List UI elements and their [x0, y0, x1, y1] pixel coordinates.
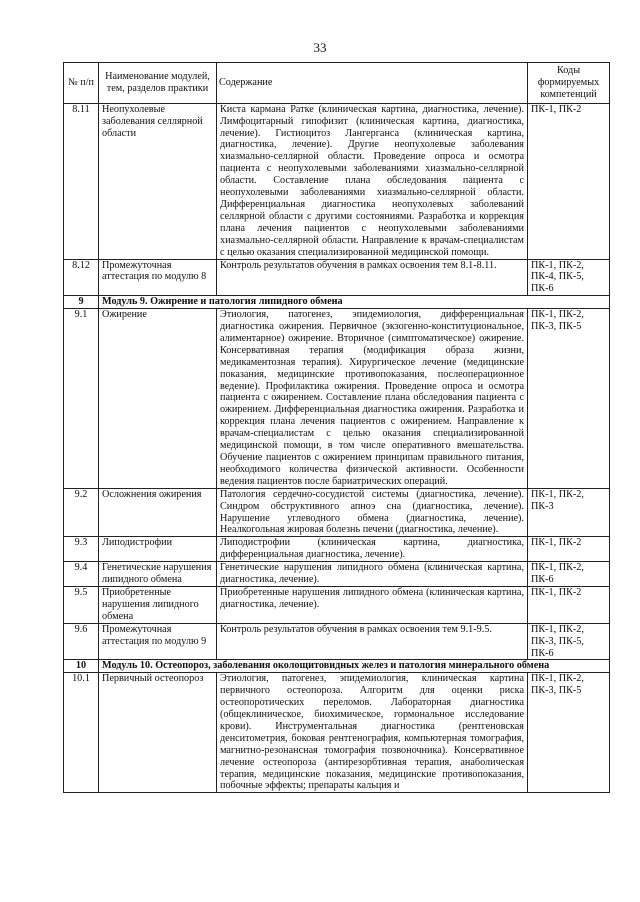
row-name: Приобретенные нарушения липидного обмена [99, 586, 217, 623]
table-row [64, 586, 610, 623]
row-content: Киста кармана Ратке (клиническая картина, диагностика, лечение). Лимфоцитарный гипофизит (клиническая картина, диагностика, лечение). Гистиоцитоз Лангерганса (клиническая картина, диагностика, лечение). Другие неопухолевые заболевания хиазмально-селлярной области. Проведение опроса и осмотра пациента с неопухолевыми заболеваниями хиазмально-селлярной области. Составление плана обследования пациента с неопухолевыми заболеваниями хиазмально-селлярной области. Дифференциальная диагностика неопухолевых заболеваний селлярной области с другими состояниями. Разработка и коррекция плана лечения пациентов с неопухолевыми заболеваниями хиазмально-селлярной области. Направление к врачам-специалистам с целью оказания специализированной медицинской помощи. [217, 103, 528, 259]
row-codes: ПК-1, ПК-2, ПК-6 [528, 562, 610, 587]
row-name: Промежуточная аттестация по модулю 9 [99, 623, 217, 660]
header-num: № п/п [64, 63, 99, 104]
row-num: 9.6 [64, 623, 99, 660]
page-number: 33 [313, 40, 327, 55]
header-content: Содержание [217, 63, 528, 104]
row-num: 9.3 [64, 537, 99, 562]
row-codes: ПК-1, ПК-2, ПК-3, ПК-5 [528, 309, 610, 489]
row-name: Ожирение [99, 309, 217, 489]
table-row [64, 673, 610, 793]
row-name: Первичный остеопороз [99, 673, 217, 793]
header-name: Наименование модулей, тем, разделов практики [99, 63, 217, 104]
row-num: 9.4 [64, 562, 99, 587]
row-content: Приобретенные нарушения липидного обмена (клиническая картина, диагностика, лечение). [217, 586, 528, 623]
module-row [64, 296, 610, 309]
row-num: 9.5 [64, 586, 99, 623]
row-num: 10.1 [64, 673, 99, 793]
row-codes: ПК-1, ПК-2 [528, 586, 610, 623]
row-codes: ПК-1, ПК-2, ПК-3, ПК-5, ПК-6 [528, 623, 610, 660]
header-codes: Коды формируемых компетенций [528, 63, 610, 104]
row-num: 9.1 [64, 309, 99, 489]
module-row [64, 660, 610, 673]
table-header [64, 63, 610, 104]
module-num: 10 [64, 660, 99, 673]
row-num: 8.11 [64, 103, 99, 259]
row-content: Контроль результатов обучения в рамках освоения тем 9.1-9.5. [217, 623, 528, 660]
row-codes: ПК-1, ПК-2, ПК-3 [528, 488, 610, 537]
row-content: Патология сердечно-сосудистой системы (диагностика, лечение). Синдром обструктивного апноэ сна (диагностика, лечение). Нарушение углеводного обмена (диагностика, лечение). Неалкогольная жировая болезнь печени (диагностика, лечение). [217, 488, 528, 537]
table-row [64, 103, 610, 259]
module-title: Модуль 10. Остеопороз, заболевания околощитовидных желез и патология минерального обмена [99, 660, 610, 673]
row-num: 9.2 [64, 488, 99, 537]
row-content: Генетические нарушения липидного обмена (клиническая картина, диагностика, лечение). [217, 562, 528, 587]
row-content: Контроль результатов обучения в рамках освоения тем 8.1-8.11. [217, 259, 528, 296]
table-row [64, 488, 610, 537]
row-name: Осложнения ожирения [99, 488, 217, 537]
module-num: 9 [64, 296, 99, 309]
table-row [64, 259, 610, 296]
table-row [64, 562, 610, 587]
row-num: 8.12 [64, 259, 99, 296]
module-title: Модуль 9. Ожирение и патология липидного обмена [99, 296, 610, 309]
row-name: Неопухолевые заболевания селлярной области [99, 103, 217, 259]
table-row [64, 309, 610, 489]
table-row [64, 537, 610, 562]
row-name: Генетические нарушения липидного обмена [99, 562, 217, 587]
row-codes: ПК-1, ПК-2, ПК-4, ПК-5, ПК-6 [528, 259, 610, 296]
row-codes: ПК-1, ПК-2, ПК-3, ПК-5 [528, 673, 610, 793]
row-content: Липодистрофии (клиническая картина, диагностика, дифференциальная диагностика, лечение). [217, 537, 528, 562]
row-content: Этиология, патогенез, эпидемиология, клиническая картина первичного остеопороза. Алгоритм для оценки риска остеопоротических переломов. Лабораторная диагностика (общеклиническое, биохимическое, гормональное исследование крови). Инструментальная диагностика (рентгеновская денситометрия, боковая рентгенография, компьютерная томография, магнитно-резонансная томография позвоночника). Консервативное лечение остеопороза (антирезорбтивная терапия, анаболическая терапия, медицинские показания, медицинские противопоказания, побочные эффекты; препараты кальция и [217, 673, 528, 793]
row-name: Промежуточная аттестация по модулю 8 [99, 259, 217, 296]
row-codes: ПК-1, ПК-2 [528, 537, 610, 562]
row-name: Липодистрофии [99, 537, 217, 562]
row-content: Этиология, патогенез, эпидемиология, дифференциальная диагностика ожирения. Первичное (экзогенно-конституциональное, алиментарное) ожирение. Вторичное (симптоматическое) ожирение. Консервативная терапия (модификация образа жизни, медикаментозная терапия). Хирургическое лечение (медицинские показания, медицинские противопоказания, послеоперационное ведение). Профилактика ожирения. Проведение опроса и осмотра пациента с ожирением. Составление плана обследования пациента с ожирением. Дифференциальная диагностика ожирения. Разработка и коррекция плана лечения пациентов с ожирением. Направление к врачам-специалистам с целью оказания специализированной медицинской помощи, в том числе оперативного вмешательства. Обучение пациентов с ожирением принципам правильного питания, необходимого количества физической активности. Особенности ведения пациентов после бариатрических операций. [217, 309, 528, 489]
row-codes: ПК-1, ПК-2 [528, 103, 610, 259]
curriculum-table [63, 62, 610, 793]
table-row [64, 623, 610, 660]
